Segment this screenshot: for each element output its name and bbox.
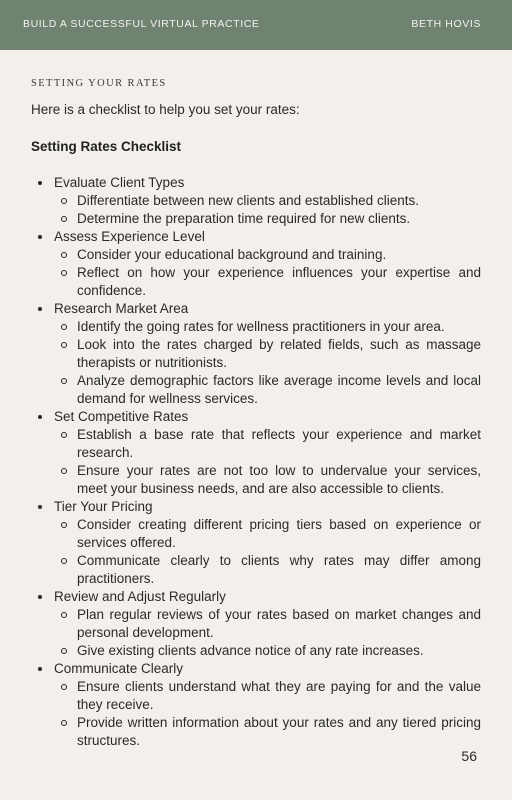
author-name: BETH HOVIS xyxy=(411,18,481,30)
sub-list xyxy=(54,318,481,408)
sub-item-text: Identify the going rates for wellness practitioners in your area. xyxy=(77,319,445,334)
checklist-item xyxy=(31,228,481,300)
sub-item xyxy=(54,372,481,408)
sub-list xyxy=(54,192,481,228)
circle-bullet-icon xyxy=(61,198,67,204)
sub-list xyxy=(54,426,481,498)
sub-item xyxy=(54,516,481,552)
page-number: 56 xyxy=(461,748,477,764)
checklist-item-label: Research Market Area xyxy=(54,301,189,316)
sub-item xyxy=(54,318,481,336)
sub-item xyxy=(54,426,481,462)
circle-bullet-icon xyxy=(61,378,67,384)
circle-bullet-icon xyxy=(61,522,67,528)
sub-item xyxy=(54,462,481,498)
checklist-item-label: Review and Adjust Regularly xyxy=(54,589,226,604)
sub-item-text: Analyze demographic factors like average income levels and local demand for wellness services. xyxy=(77,373,481,406)
checklist xyxy=(31,174,481,750)
sub-list xyxy=(54,606,481,660)
sub-item-text: Ensure your rates are not too low to undervalue your services, meet your business needs, and are also accessible to clients. xyxy=(77,463,481,496)
bullet-icon xyxy=(38,181,42,185)
sub-item xyxy=(54,210,481,228)
checklist-item-label: Evaluate Client Types xyxy=(54,175,185,190)
circle-bullet-icon xyxy=(61,342,67,348)
sub-item xyxy=(54,606,481,642)
sub-list xyxy=(54,516,481,588)
checklist-item-label: Tier Your Pricing xyxy=(54,499,153,514)
circle-bullet-icon xyxy=(61,432,67,438)
bullet-icon xyxy=(38,505,42,509)
checklist-item xyxy=(31,660,481,750)
sub-item-text: Give existing clients advance notice of any rate increases. xyxy=(77,643,424,658)
sub-item xyxy=(54,192,481,210)
sub-item xyxy=(54,336,481,372)
checklist-item-label: Set Competitive Rates xyxy=(54,409,189,424)
sub-list xyxy=(54,246,481,300)
bullet-icon xyxy=(38,415,42,419)
sub-item-text: Communicate clearly to clients why rates may differ among practitioners. xyxy=(77,553,481,586)
sub-item-text: Consider your educational background and training. xyxy=(77,247,387,262)
checklist-item xyxy=(31,498,481,588)
sub-item xyxy=(54,642,481,660)
sub-item-text: Reflect on how your experience influences your expertise and confidence. xyxy=(77,265,481,298)
circle-bullet-icon xyxy=(61,684,67,690)
checklist-item-label: Assess Experience Level xyxy=(54,229,205,244)
sub-item-text: Consider creating different pricing tiers based on experience or services offered. xyxy=(77,517,481,550)
sub-item xyxy=(54,678,481,714)
page-header xyxy=(0,0,512,50)
checklist-item xyxy=(31,408,481,498)
circle-bullet-icon xyxy=(61,612,67,618)
book-title: BUILD A SUCCESSFUL VIRTUAL PRACTICE xyxy=(23,18,260,30)
checklist-item xyxy=(31,300,481,408)
bullet-icon xyxy=(38,595,42,599)
sub-item-text: Determine the preparation time required for new clients. xyxy=(77,211,411,226)
circle-bullet-icon xyxy=(61,216,67,222)
bullet-icon xyxy=(38,667,42,671)
sub-item xyxy=(54,246,481,264)
sub-item-text: Plan regular reviews of your rates based on market changes and personal development. xyxy=(77,607,481,640)
sub-item-text: Provide written information about your rates and any tiered pricing structures. xyxy=(77,715,481,748)
circle-bullet-icon xyxy=(61,648,67,654)
sub-item-text: Look into the rates charged by related fields, such as massage therapists or nutritionists. xyxy=(77,337,481,370)
checklist-item xyxy=(31,174,481,228)
bullet-icon xyxy=(38,307,42,311)
sub-item-text: Differentiate between new clients and established clients. xyxy=(77,193,419,208)
checklist-title: Setting Rates Checklist xyxy=(31,139,182,154)
circle-bullet-icon xyxy=(61,720,67,726)
checklist-item-label: Communicate Clearly xyxy=(54,661,184,676)
sub-list xyxy=(54,678,481,750)
sub-item-text: Establish a base rate that reflects your experience and market research. xyxy=(77,427,481,460)
section-label: SETTING YOUR RATES xyxy=(31,78,167,89)
sub-item xyxy=(54,552,481,588)
circle-bullet-icon xyxy=(61,324,67,330)
sub-item xyxy=(54,714,481,750)
sub-item-text: Ensure clients understand what they are paying for and the value they receive. xyxy=(77,679,481,712)
checklist-item xyxy=(31,588,481,660)
circle-bullet-icon xyxy=(61,468,67,474)
circle-bullet-icon xyxy=(61,558,67,564)
sub-item xyxy=(54,264,481,300)
bullet-icon xyxy=(38,235,42,239)
intro-text: Here is a checklist to help you set your rates: xyxy=(31,102,300,117)
circle-bullet-icon xyxy=(61,252,67,258)
circle-bullet-icon xyxy=(61,270,67,276)
